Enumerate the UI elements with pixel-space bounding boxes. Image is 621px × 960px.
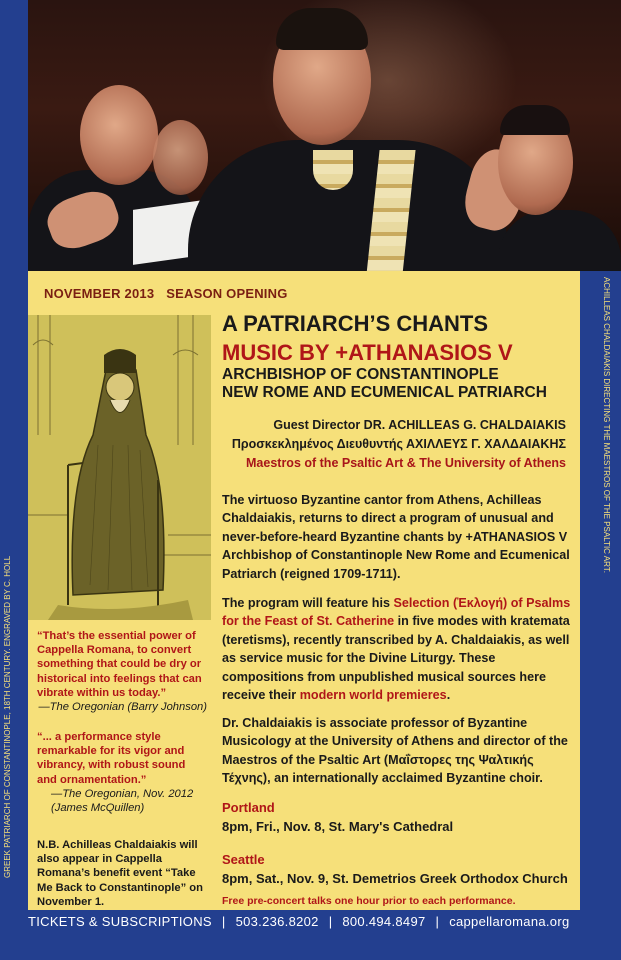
preconcert-note: Free pre-concert talks one hour prior to each performance. [222,895,516,907]
guest-director-gr: Προσκεκλημένος Διευθυντής ΑΧΙΛΛΕΥΣ Γ. ΧΑΛΔΑΙΑΚΗΣ [231,437,566,451]
program-text-b: in five modes with kratemata (teretisms), recently transcribed by A. Chaldaiakis, as well as service music for the Divine Liturgy. These compositions from unpublished musical sources here receive their [222,614,570,703]
center-singer-hair [276,8,368,50]
footer-separator: | [221,914,226,929]
review-quote-2-source: —The Oregonian, Nov. 2012 (James McQuillen) [51,787,194,815]
program-text-c: . [446,688,451,703]
patriarch-engraving [28,315,211,620]
patriarch-title [222,366,547,402]
event-city-seattle: Seattle [222,852,265,867]
event-city-portland: Portland [222,800,275,815]
intro-paragraph: The virtuoso Byzantine cantor from Athens, Achilleas Chaldaiakis, returns to direct a program of unusual and never-before-heard Byzantine chants by +ATHANASIOS V Archbishop of Constantinople New Rome and Ecumenical Patriarch (reigned 1709-1711). [222,493,570,581]
event-details-portland: 8pm, Fri., Nov. 8, St. Mary's Cathedral [222,819,454,834]
review-quote-1-text: “That’s the essential power of Cappella Romana, to convert something that could be dry or historical into feelings that can vibrate within us today.” [37,630,202,699]
ticket-footer [28,914,588,929]
footer-separator: | [328,914,333,929]
phone-local[interactable]: 503.236.8202 [235,914,319,929]
concert-subtitle: MUSIC BY +ATHANASIOS V [222,340,513,365]
review-quote-2 [37,730,207,815]
photo-caption: ACHILLEAS CHALDAIAKIS DIRECTING THE MAESTROS OF THE PSALTIC ART. [602,277,611,573]
right-singer-robe [498,210,621,271]
background-singer-head [153,120,208,195]
guest-director-en: Guest Director DR. ACHILLEAS G. CHALDAIAKIS [273,418,566,432]
review-quote-1-source: —The Oregonian (Barry Johnson) [38,701,207,714]
review-quote-2-text: “... a performance style remarkable for its vigor and vibrancy, with robust sound and ornamentation.” [37,731,186,786]
patriarch-title-line2: NEW ROME AND ECUMENICAL PATRIARCH [222,384,547,401]
choir-photo [28,0,621,271]
right-singer-hair [500,105,570,135]
program-text-a: The program will feature his [222,596,394,610]
website-link[interactable]: cappellaromana.org [449,914,570,929]
season-label: SEASON OPENING [166,286,288,301]
season-date: NOVEMBER 2013 [44,286,155,301]
patriarch-title-line1: ARCHBISHOP OF CONSTANTINOPLE [222,366,499,383]
program-highlight-premieres: modern world premieres [299,688,447,703]
engraving-art [28,315,211,620]
left-singer-head [80,85,158,185]
concert-title: A PATRIARCH’S CHANTS [222,311,489,336]
season-header [44,286,288,301]
review-quote-1 [37,629,207,714]
bio-paragraph: Dr. Chaldaiakis is associate professor of Byzantine Musicology at the University of Athens and director of the Maestros of the Psaltic Art (Μαΐστορες της Ψαλτικής Τέχνης), an internationally acclaimed Byzantine choir. [222,716,568,786]
program-highlight-selection: Selection (Ἐκλογή) of Psalms for the Feast of St. Catherine [222,596,571,629]
guest-director [232,416,566,473]
guest-affiliation: Maestros of the Psaltic Art & The University of Athens [246,456,566,470]
event-details-seattle: 8pm, Sat., Nov. 9, St. Demetrios Greek Orthodox Church [222,871,568,886]
program-paragraph [222,594,572,704]
center-singer-collar [313,150,353,190]
benefit-note: N.B. Achilleas Chaldaiakis will also appear in Cappella Romana’s benefit event “Take Me Back to Constantinople” on November 1. [37,839,203,908]
footer-separator: | [435,914,440,929]
tickets-label: TICKETS & SUBSCRIPTIONS [28,914,212,929]
phone-tollfree[interactable]: 800.494.8497 [342,914,426,929]
engraving-caption: GREEK PATRIARCH OF CONSTANTINOPLE, 18TH CENTURY. ENGRAVED BY C. HOLL [3,555,12,878]
